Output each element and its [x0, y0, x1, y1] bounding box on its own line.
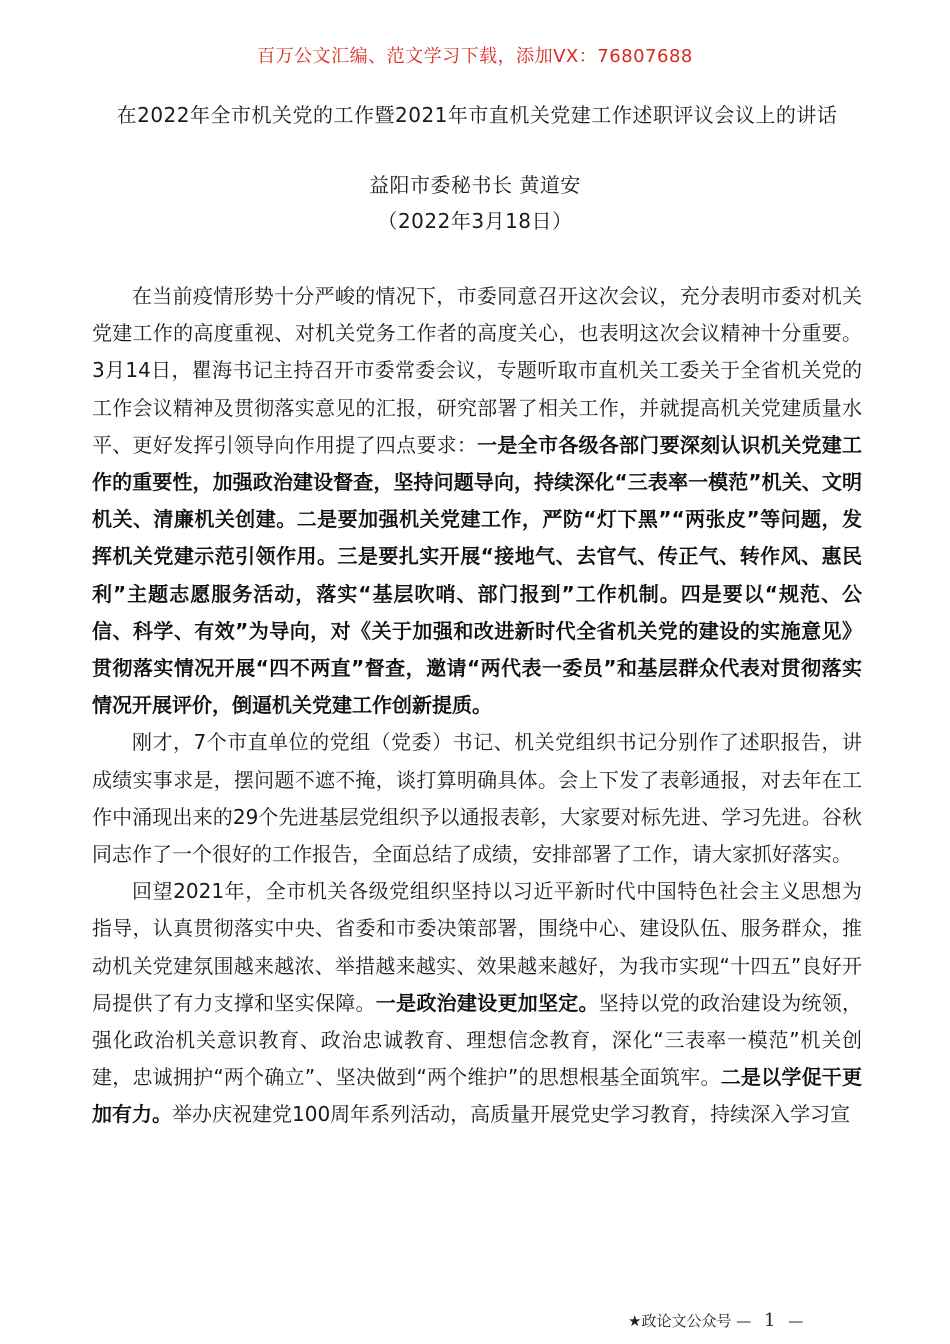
author-line: 益阳市委秘书长 黄道安: [369, 173, 581, 197]
paragraph-3-text-c: 坚持以党的政治建设为统领，强化政治机关意识教育、政治忠诚教育、理想信念教育，深化“三表率一模范”机关创建，忠诚拥护“两个确立”、坚决做到“两个维护”的思想根基全面筑牢。: [92, 990, 863, 1090]
paragraph-3-bold-b: 一是政治建设更加坚定。: [375, 990, 599, 1015]
paragraph-3-text-e: 举办庆祝建党100周年系列活动，高质量开展党史学习教育，持续深入学习宣: [172, 1102, 851, 1127]
paragraph-3-text-a: 回望2021年，全市机关各级党组织坚持以习近平新时代中国特色社会主义思想为指导，认真贯彻落实中央、省委和市委决策部署，围绕中心、建设队伍、服务群众，推动机关党建氛围越来越浓、举措越来越实、效果越来越好，为我市实现“十四五”良好开局提供了有力支撑和坚实保障。: [92, 879, 862, 1015]
paragraph-3-bold-d: 二是以学促干更加有力。: [92, 1065, 863, 1127]
paragraph-3: [92, 873, 862, 1133]
page-footer: [628, 1310, 868, 1331]
paragraph-2: 刚才，7个市直单位的党组（党委）书记、机关党组织书记分别作了述职报告，讲成绩实事求是，摆问题不遮不掩，谈打算明确具体。会上下发了表彰通报，对去年在工作中涌现出来的29个先进基层党组织予以通报表彰，大家要对标先进、学习先进。谷秋同志作了一个很好的工作报告，全面总结了成绩，安排部署了工作，请大家抓好落实。: [92, 730, 862, 867]
date-line: （2022年3月18日）: [377, 209, 573, 233]
paragraph-1: [92, 278, 862, 724]
document-body: [92, 278, 862, 1134]
document-title: 在2022年全市机关党的工作暨2021年市直机关党建工作述职评议会议上的讲话: [116, 103, 838, 127]
footer-dash-right: —: [788, 1312, 804, 1330]
paragraph-1-text: 在当前疫情形势十分严峻的情况下，市委同意召开这次会议，充分表明市委对机关党建工作的高度重视、对机关党务工作者的高度关心，也表明这次会议精神十分重要。3月14日，瞿海书记主持召开市委常委会议，专题听取市直机关工委关于全省机关党的工作会议精神及贯彻落实意见的汇报，研究部署了相关工作，并就提高机关党建质量水平、更好发挥引领导向作用提了四点要求：: [92, 284, 862, 457]
footer-label: ★政论文公众号: [628, 1312, 732, 1330]
page-number: 1: [764, 1310, 776, 1331]
footer-dash-left: —: [736, 1312, 752, 1330]
header-banner: 百万公文汇编、范文学习下载，添加VX：76807688: [257, 46, 693, 67]
paragraph-1-bold: 一是全市各级各部门要深刻认识机关党建工作的重要性，加强政治建设督查，坚持问题导向，持续深化“三表率一模范”机关、文明机关、清廉机关创建。二是要加强机关党建工作，严防“灯下黑”“两张皮”等问题，发挥机关党建示范引领作用。三是要扎实开展“接地气、去官气、传正气、转作风、惠民利”主题志愿服务活动，落实“基层吹哨、部门报到”工作机制。四是要以“规范、公信、科学、有效”为导向，对《关于加强和改进新时代全省机关党的建设的实施意见》贯彻落实情况开展“四不两直”督查，邀请“两代表一委员”和基层群众代表对贯彻落实情况开展评价，倒逼机关党建工作创新提质。: [92, 432, 863, 718]
